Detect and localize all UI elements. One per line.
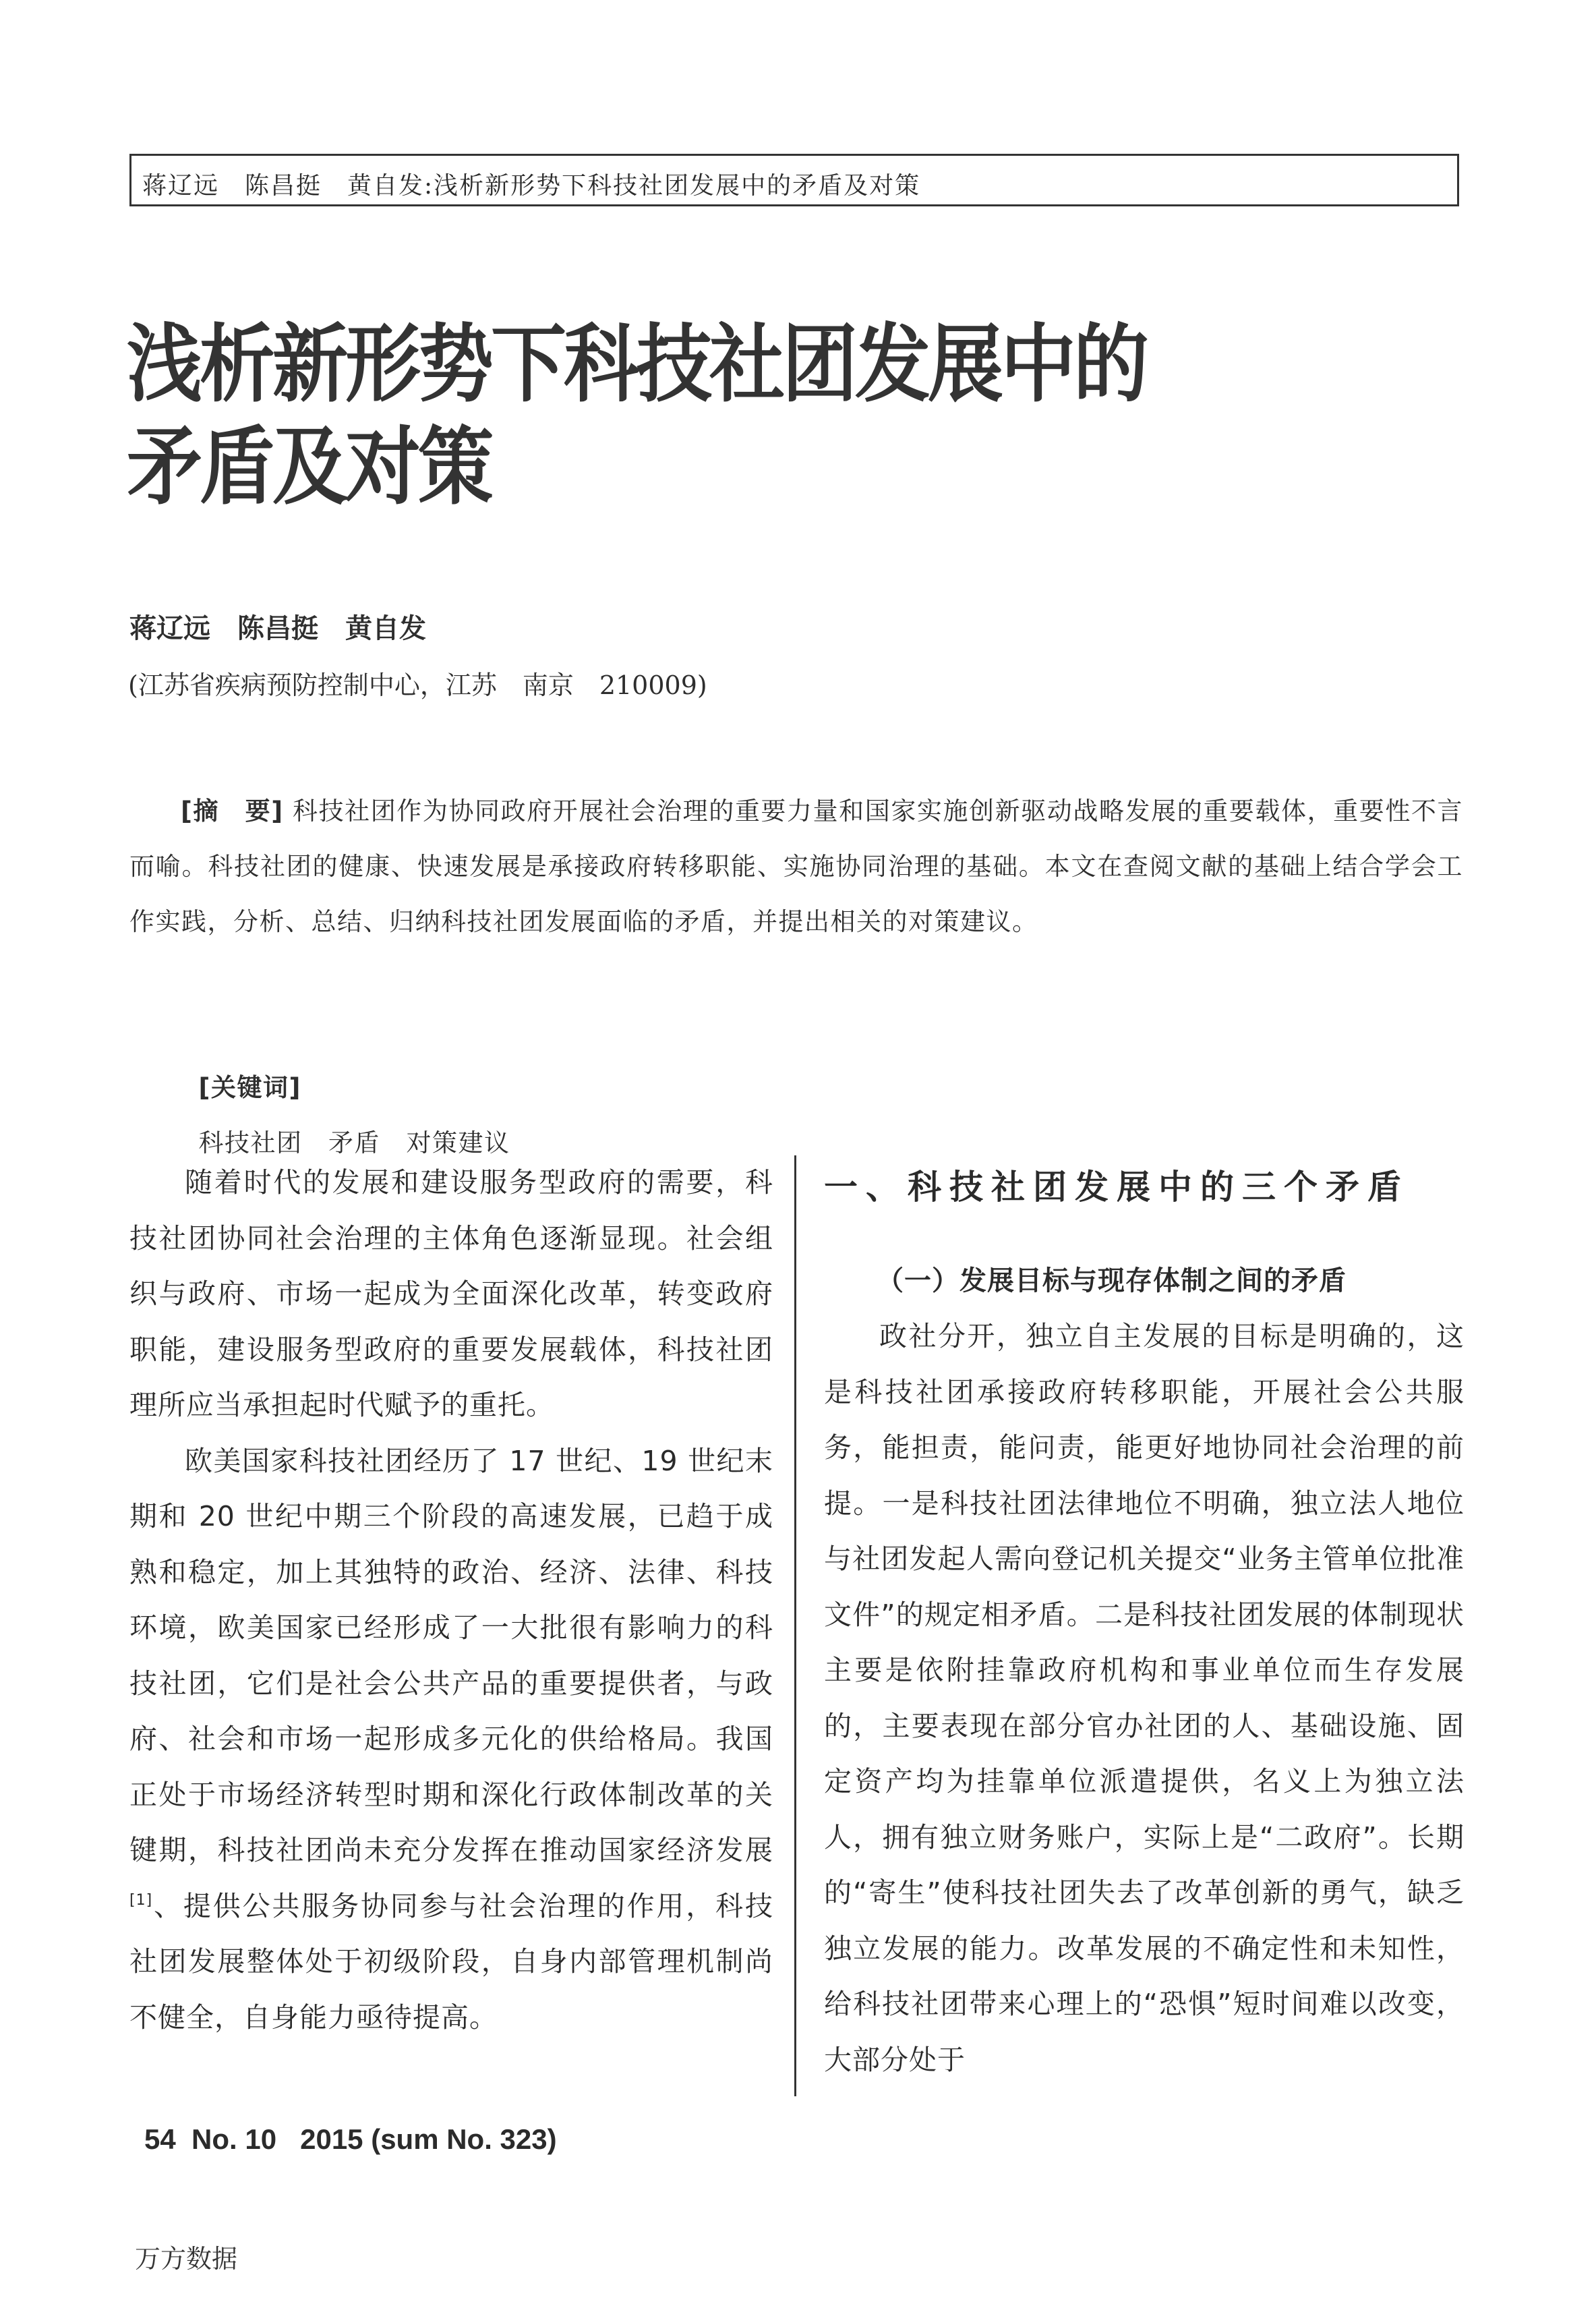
author-affiliation: (江苏省疾病预防控制中心，江苏 南京 210009) (128, 670, 707, 700)
page-footer-issue: 54 No. 10 2015 (sum No. 323) (144, 2123, 557, 2155)
article-title-line-2: 矛盾及对策 (127, 418, 491, 517)
abstract (129, 784, 1463, 950)
keywords-label: [关键词] (198, 1073, 301, 1102)
source-watermark: 万方数据 (135, 2244, 238, 2274)
author-list: 蒋辽远 陈昌挺 黄自发 (129, 613, 426, 644)
running-header-text: 蒋辽远 陈昌挺 黄自发:浅析新形势下科技社团发展中的矛盾及对策 (142, 172, 921, 200)
paragraph-text: 、提供公共服务协同参与社会治理的作用，科技社团发展整体处于初级阶段，自身内部管理机制尚不健全，自身能力亟待提高。 (129, 1889, 773, 2034)
subsection-heading: （一）发展目标与现存体制之间的矛盾 (877, 1265, 1347, 1296)
citation-link[interactable]: [1] (129, 1891, 153, 1909)
keywords (181, 1005, 510, 1171)
article-title-line-1: 浅析新形势下科技社团发展中的 (127, 316, 1146, 414)
abstract-text: 科技社团作为协同政府开展社会治理的重要力量和国家实施创新驱动战略发展的重要载体，重要性不言而喻。科技社团的健康、快速发展是承接政府转移职能、实施协同治理的基础。本文在查阅文献的基础上结合学会工作实践，分析、总结、归纳科技社团发展面临的矛盾，并提出相关的对策建议。 (129, 797, 1463, 936)
left-column (129, 1155, 773, 2045)
keywords-text: 科技社团 矛盾 对策建议 (198, 1128, 510, 1157)
abstract-label: [摘 要] (181, 797, 284, 826)
body-paragraph: 政社分开，独立自主发展的目标是明确的，这是科技社团承接政府转移职能，开展社会公共服务，能担责，能问责，能更好地协同社会治理的前提。一是科技社团法律地位不明确，独立法人地位与社团发起人需向登记机关提交“业务主管单位批准文件”的规定相矛盾。二是科技社团发展的体制现状主要是依附挂靠政府机构和事业单位而生存发展的，主要表现在部分官办社团的人、基础设施、固定资产均为挂靠单位派遣提供，名义上为独立法人，拥有独立财务账户，实际上是“二政府”。长期的“寄生”使科技社团失去了改革创新的勇气，缺乏独立发展的能力。改革发展的不确定性和未知性，给科技社团带来心理上的“恐惧”短时间难以改变，大部分处于 (824, 1320, 1465, 2076)
paragraph-text: 欧美国家科技社团经历了 17 世纪、19 世纪末期和 20 世纪中期三个阶段的高速发展，已趋于成熟和稳定，加上其独特的政治、经济、法律、科技环境，欧美国家已经形成了一大批很有影响力的科技社团，它们是社会公共产品的重要提供者，与政府、社会和市场一起形成多元化的供给格局。我国正处于市场经济转型时期和深化行政体制改革的关键期，科技社团尚未充分发挥在推动国家经济发展 (129, 1444, 773, 1866)
column-divider (794, 1155, 796, 2096)
body-paragraph (129, 1433, 773, 2046)
section-heading: 一、科技社团发展中的三个矛盾 (824, 1168, 1409, 1207)
body-paragraph: 随着时代的发展和建设服务型政府的需要，科技社团协同社会治理的主体角色逐渐显现。社会组织与政府、市场一起成为全面深化改革，转变政府职能，建设服务型政府的重要发展载体，科技社团理所应当承担起时代赋予的重托。 (129, 1166, 773, 1421)
right-column (824, 1155, 1465, 2088)
running-header (129, 154, 1459, 206)
